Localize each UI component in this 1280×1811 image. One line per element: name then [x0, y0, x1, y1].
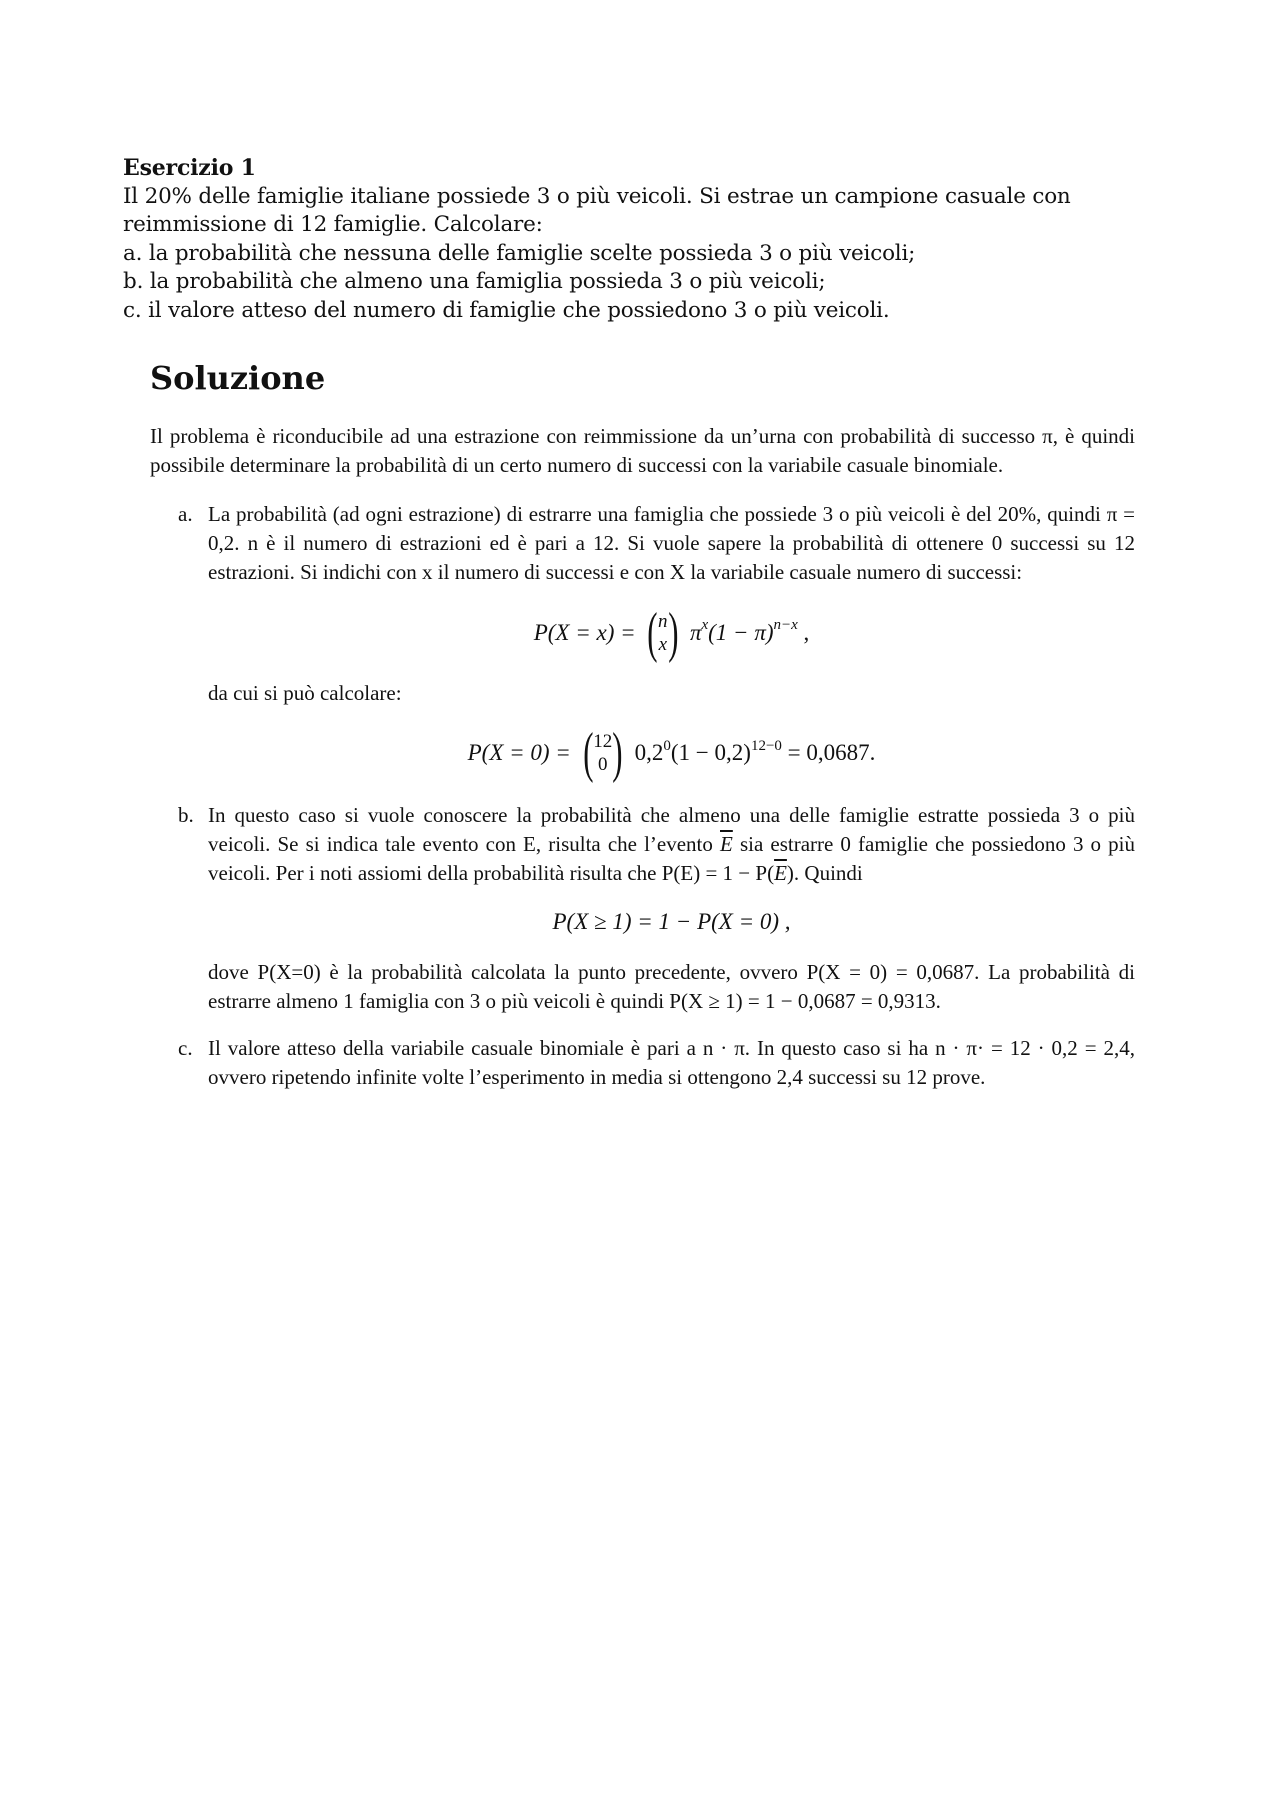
exercise-line: c. il valore atteso del numero di famiglie che possiedono 3 o più veicoli. [123, 297, 890, 323]
formula-mid: (1 − π) [708, 619, 774, 645]
formula-lhs: P(X = 0) = [467, 740, 571, 766]
item-letter: b. [178, 803, 194, 828]
item-letter: c. [178, 1036, 193, 1061]
formula: P(X ≥ 1) = 1 − P(X = 0) , [552, 909, 791, 935]
solution-heading: Soluzione [150, 359, 326, 397]
binomial-formula [208, 601, 1135, 663]
computed-formula [208, 722, 1135, 784]
solution-block [150, 358, 1135, 1110]
solution-intro: Il problema è riconducibile ad una estrazione con reimmissione da un’urna con probabilità di successo π, è quindi possibile determinare la probabilità di un certo numero di successi con la variabile casuale binomiale. [150, 424, 1135, 477]
item-b-after: dove P(X=0) è la probabilità calcolata la punto precedente, ovvero P(X = 0) = 0,0687. La probabilità di estrarre almeno 1 famiglia con 3 o più veicoli è quindi P(X ≥ 1) = 1 − 0,0687 = 0,9313. [208, 960, 1135, 1014]
item-b-text-part: ). Quindi [786, 861, 863, 886]
formula-exp: n−x [773, 617, 798, 633]
formula-exp: 12−0 [750, 737, 782, 754]
formula-base: π [689, 619, 702, 645]
solution-item-a [150, 500, 1135, 783]
binom-bottom: 0 [597, 754, 608, 776]
formula-exp: x [701, 617, 709, 633]
formula-exp: 0 [663, 737, 671, 754]
exercise-block [123, 154, 1133, 325]
item-b-text-part: sia estrarre 0 famiglie che possiedono 3 o più veicoli. Per i noti assiomi della probabilità risulta che P(E) = 1 − P( [208, 832, 1136, 886]
event-complement: $\overline{E}$ [720, 832, 733, 857]
formula-lhs: P(X = x) = [533, 619, 636, 645]
formula-mid: (1 − 0,2) [670, 740, 751, 766]
exercise-line: reimmissione di 12 famiglie. Calcolare: [123, 212, 543, 237]
binomial-coefficient: ( 12 0 ) [582, 722, 623, 785]
exercise-line: Il 20% delle famiglie italiane possiede 3 o più veicoli. Si estrae un campione casuale con [123, 183, 1071, 209]
binom-top: n [658, 610, 668, 632]
item-a-text: La probabilità (ad ogni estrazione) di estrarre una famiglia che possiede 3 o più veicoli è del 20%, quindi π = 0,2. n è il numero di estrazioni ed è pari a 12. Si vuole sapere la probabilità di ottenere 0 successi su 12 estrazioni. Si indichi con x il numero di successi e con X la variabile casuale numero di successi: [208, 502, 1135, 584]
complement-formula [208, 902, 1135, 942]
item-b-text-part: In questo caso si vuole conoscere la probabilità che almeno una delle famiglie estratte possieda 3 o più veicoli. Se si indica tale evento con E, risulta che l’evento [208, 803, 1135, 857]
formula-base: 0,2 [634, 740, 664, 766]
formula-end: , [803, 619, 810, 645]
event-complement: $\overline{E}$ [774, 861, 787, 886]
item-b-text [208, 801, 1135, 888]
binom-top: 12 [593, 731, 613, 753]
binom-bottom: x [658, 633, 667, 655]
formula-end: = 0,0687. [787, 740, 876, 766]
exercise-title: Esercizio 1 [123, 155, 256, 181]
binomial-coefficient: ( n x ) [647, 601, 678, 664]
item-letter: a. [178, 502, 193, 526]
solution-item-b [150, 801, 1135, 1016]
item-a-between: da cui si può calcolare: [208, 680, 402, 705]
exercise-line: a. la probabilità che nessuna delle famiglie scelte possieda 3 o più veicoli; [123, 240, 916, 266]
solution-item-c [150, 1034, 1135, 1092]
exercise-line: b. la probabilità che almeno una famiglia possieda 3 o più veicoli; [123, 269, 826, 294]
item-c-text: Il valore atteso della variabile casuale binomiale è pari a n · π. In questo caso si ha n · π· = 12 · 0,2 = 2,4, ovvero ripetendo infinite volte l’esperimento in media si ottengono 2,4 successi su 12 prove. [208, 1036, 1135, 1090]
